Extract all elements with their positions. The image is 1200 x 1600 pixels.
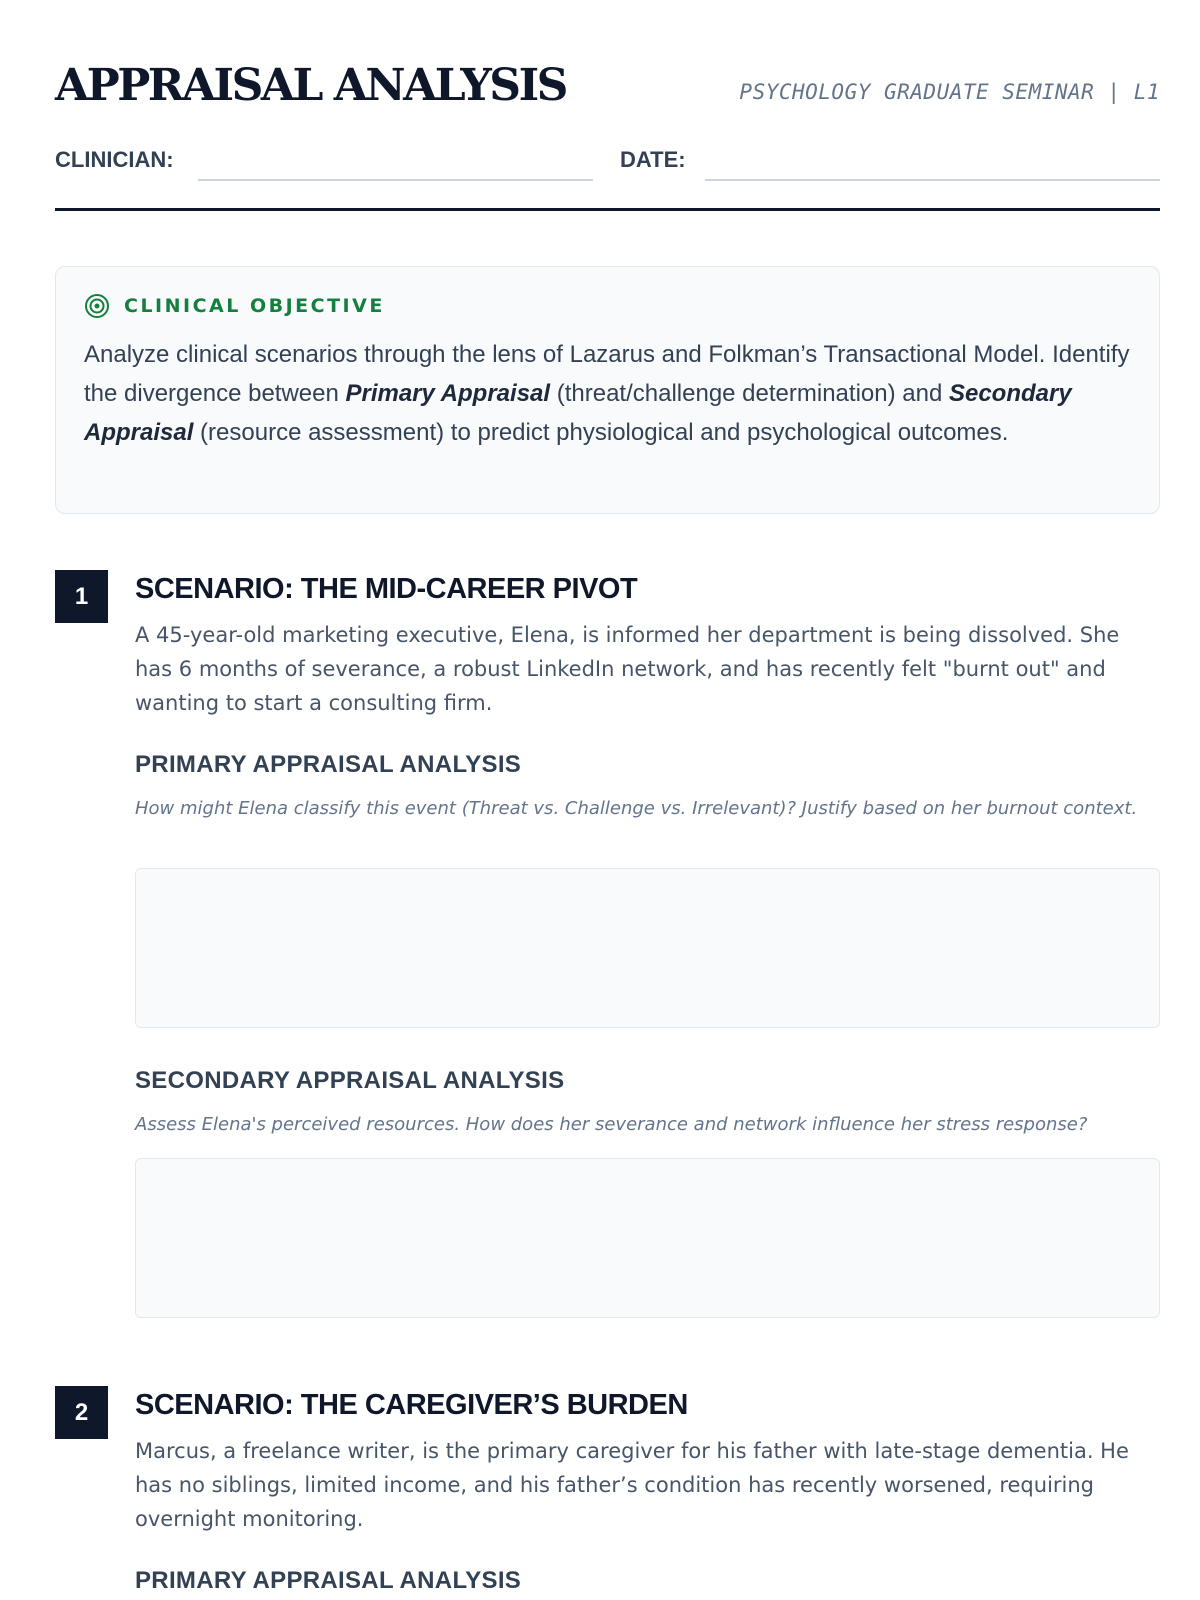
primary-appraisal-section	[135, 750, 1160, 822]
objective-title: CLINICAL OBJECTIVE	[124, 295, 385, 317]
scenario-number-badge: 2	[55, 1386, 108, 1439]
date-label: DATE:	[620, 147, 686, 172]
primary-appraisal-answer[interactable]	[135, 868, 1160, 1028]
course-tag: PSYCHOLOGY GRADUATE SEMINAR | L1	[739, 80, 1160, 104]
secondary-appraisal-prompt: Assess Elena's perceived resources. How does her severance and network influence her stress response?	[135, 1114, 1088, 1135]
primary-appraisal-label: PRIMARY APPRAISAL ANALYSIS	[135, 751, 522, 778]
scenario-description: Marcus, a freelance writer, is the primary caregiver for his father with late-stage dementia. He has no siblings, limited income, and his father’s condition has recently worsened, requiring overnight monitoring.	[135, 1439, 1129, 1531]
secondary-appraisal-answer[interactable]	[135, 1158, 1160, 1318]
objective-header	[84, 291, 1131, 321]
primary-appraisal-prompt: How might Elena classify this event (Threat vs. Challenge vs. Irrelevant)? Justify based on her burnout context.	[135, 798, 1138, 819]
primary-appraisal-term: Primary Appraisal	[345, 380, 551, 407]
scenario-content	[135, 1386, 1160, 1594]
clinical-objective-box	[55, 266, 1160, 514]
page-title: APPRAISAL ANALYSIS	[55, 60, 566, 111]
objective-text: Analyze clinical scenarios through the lens of Lazarus and Folkman’s Transactional Model. Identify the divergence between Primary Appraisal (threat/challenge determination) and Secondary Appraisal (resource assessment) to predict physiological and psychological outcomes.	[84, 341, 1130, 446]
header-divider	[55, 208, 1160, 211]
scenario-title: SCENARIO: THE MID-CAREER PIVOT	[135, 573, 638, 605]
primary-appraisal-section	[135, 1566, 1160, 1596]
secondary-appraisal-label: SECONDARY APPRAISAL ANALYSIS	[135, 1067, 565, 1094]
header	[55, 56, 1160, 116]
scenario-number-badge: 1	[55, 570, 108, 623]
secondary-appraisal-term: Secondary Appraisal	[84, 380, 1072, 446]
primary-appraisal-label: PRIMARY APPRAISAL ANALYSIS	[135, 1567, 522, 1594]
clinician-label: CLINICIAN:	[55, 147, 174, 172]
scenario-title: SCENARIO: THE CAREGIVER’S BURDEN	[135, 1389, 688, 1421]
clinician-field[interactable]	[198, 179, 593, 181]
scenario-content	[135, 570, 1160, 1135]
secondary-appraisal-section	[135, 1066, 1160, 1138]
header-fields	[55, 146, 1160, 182]
scenario-description: A 45-year-old marketing executive, Elena, is informed her department is being dissolved. She has 6 months of severance, a robust LinkedIn network, and has recently felt "burnt out" and wanting to start a consulting firm.	[135, 623, 1120, 715]
target-icon	[84, 293, 110, 319]
date-field[interactable]	[705, 179, 1160, 181]
